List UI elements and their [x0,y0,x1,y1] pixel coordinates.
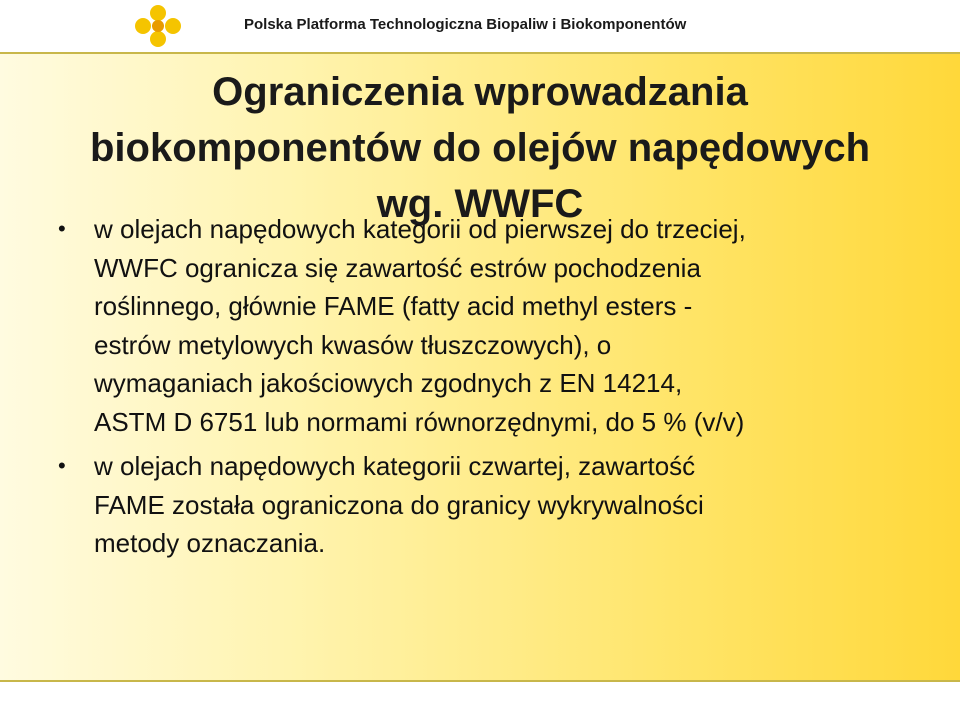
slide-title-line: Ograniczenia wprowadzania [212,70,748,114]
flower-logo-icon [128,4,188,48]
bullet-list [56,210,916,569]
bullet-text-line: wymaganiach jakościowych zgodnych z EN 14214, [94,368,683,398]
bullet-item [56,447,916,563]
slide-title-line: biokomponentów do olejów napędowych [90,126,870,170]
slide-title-line: wg. WWFC [376,182,584,226]
bullet-marker: • [58,453,66,478]
slide-title [20,64,940,232]
bullet-text-line: FAME została ograniczona do granicy wykrywalności [94,489,704,520]
bullet-text-line: metody oznaczania. [94,528,326,558]
header-bar [0,0,960,52]
footer-bar [0,682,960,710]
bullet-text-line: ASTM D 6751 lub normami równorzędnymi, do 5 % (v/v) [94,406,745,437]
bullet-text-line: estrów metylowych kwasów tłuszczowych), o [94,329,612,360]
bullet-marker: • [58,216,66,241]
bullet-text-line: WWFC ogranicza się zawartość estrów pochodzenia [94,252,701,283]
bullet-text-line: w olejach napędowych kategorii czwartej, zawartość [94,451,696,481]
bullet-item [56,210,916,441]
slide-content [0,52,960,682]
bullet-text-line: w olejach napędowych kategorii od pierwszej do trzeciej, [94,214,746,244]
header-title: Polska Platforma Technologiczna Biopaliw i Biokomponentów [244,16,687,33]
bullet-text-line: roślinnego, głównie FAME (fatty acid methyl esters - [94,291,693,321]
